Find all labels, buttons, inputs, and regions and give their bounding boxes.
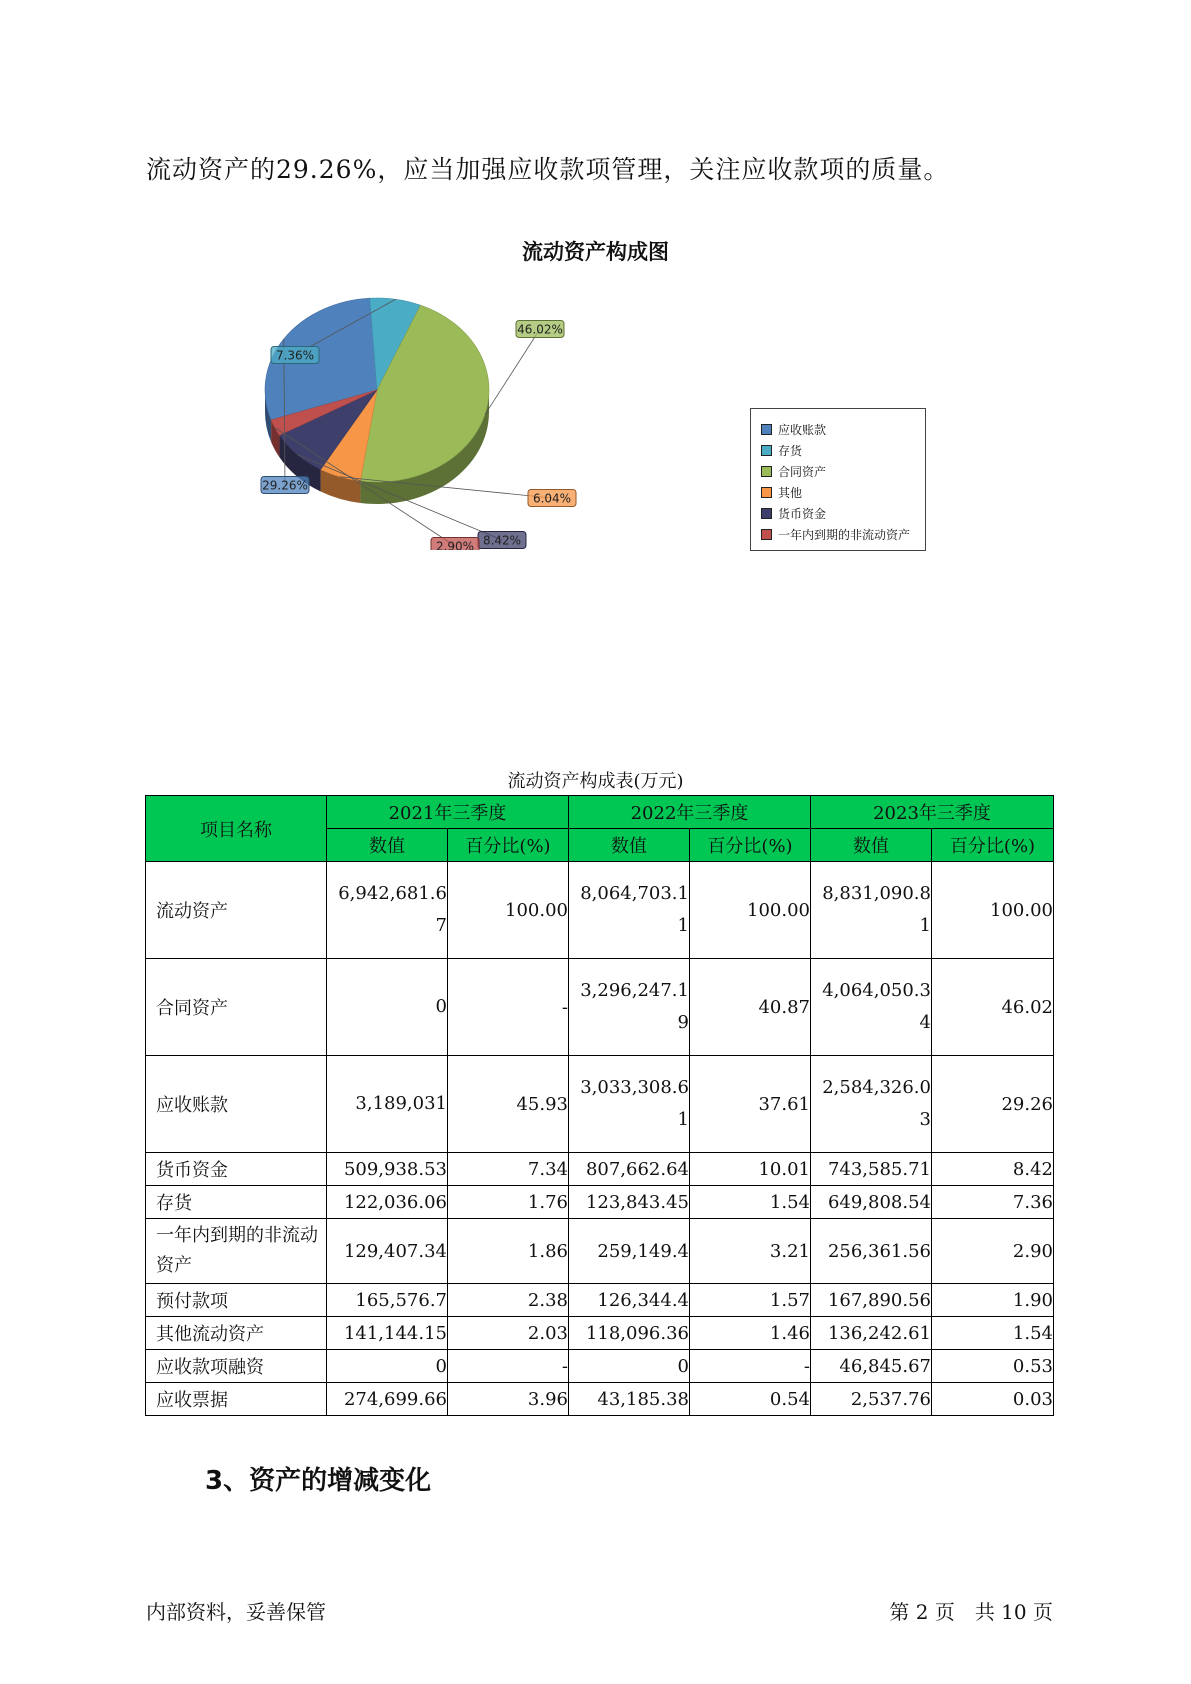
header-item-name: 项目名称 [146,796,327,862]
legend-item [761,440,915,461]
table-row [146,1284,1054,1317]
header-value: 数值 [327,829,448,862]
table-row [146,1056,1054,1153]
header-value: 数值 [811,829,932,862]
header-percent: 百分比(%) [448,829,569,862]
legend-item [761,461,915,482]
cell-percent: 2.90 [932,1219,1054,1284]
cell-percent: - [690,1350,811,1383]
cell-value: 2,584,326.03 [822,1077,931,1130]
cell-percent: 0.54 [690,1383,811,1416]
cell-percent: 1.46 [690,1317,811,1350]
cell-value: 43,185.38 [569,1383,690,1416]
cell-percent: 1.54 [932,1317,1054,1350]
pie-data-label: 29.26% [262,478,308,493]
cell-value: 649,808.54 [811,1186,932,1219]
cell-value: 141,144.15 [327,1317,448,1350]
legend-label: 存货 [778,444,803,458]
header-percent: 百分比(%) [932,829,1054,862]
legend-item [761,503,915,524]
cell-percent: 7.36 [932,1186,1054,1219]
cell-percent: 1.57 [690,1284,811,1317]
row-name: 一年内到期的非流动资产 [146,1219,327,1284]
cell-percent: - [448,1350,569,1383]
table-row [146,1219,1054,1284]
legend-label: 应收账款 [778,423,827,437]
cell-value: 136,242.61 [811,1317,932,1350]
table-row [146,1186,1054,1219]
chart-legend [750,408,926,551]
pie-data-label: 8.42% [482,533,522,548]
cell-value: 274,699.66 [327,1383,448,1416]
cell-value: 743,585.71 [811,1153,932,1186]
body-paragraph: 流动资产的29.26%，应当加强应收款项管理，关注应收款项的质量。 [146,155,950,184]
cell-percent: 7.34 [448,1153,569,1186]
cell-value: 0 [327,1350,448,1383]
cell-value: 2,537.76 [811,1383,932,1416]
current-assets-table [145,795,1054,1416]
cell-value: 165,576.7 [327,1284,448,1317]
footer-confidential: 内部资料，妥善保管 [146,1600,326,1624]
chart-title: 流动资产构成图 [522,240,669,264]
cell-percent: 100.00 [932,862,1054,959]
cell-percent: 1.54 [690,1186,811,1219]
cell-percent: 0.03 [932,1383,1054,1416]
legend-swatch [761,424,772,435]
cell-value: 3,296,247.19 [580,980,689,1033]
cell-value: 259,149.4 [569,1219,690,1284]
row-name: 货币资金 [146,1153,327,1186]
cell-percent: - [448,959,569,1056]
table-row [146,959,1054,1056]
header-period: 2023年三季度 [811,796,1054,829]
row-name: 应收款项融资 [146,1350,327,1383]
cell-value: 8,064,703.11 [580,883,689,936]
row-name: 存货 [146,1186,327,1219]
cell-value: 509,938.53 [327,1153,448,1186]
cell-value: 118,096.36 [569,1317,690,1350]
cell-percent: 10.01 [690,1153,811,1186]
row-name: 其他流动资产 [146,1317,327,1350]
cell-percent: 3.21 [690,1219,811,1284]
pie-label-leader [485,329,540,415]
cell-percent: 0.53 [932,1350,1054,1383]
header-period: 2021年三季度 [327,796,569,829]
cell-percent: 3.96 [448,1383,569,1416]
cell-value: 3,189,031 [355,1093,447,1114]
header-value: 数值 [569,829,690,862]
cell-percent: 2.38 [448,1284,569,1317]
pie-data-label: 2.90% [435,539,475,550]
cell-value: 123,843.45 [569,1186,690,1219]
header-percent: 百分比(%) [690,829,811,862]
header-period: 2022年三季度 [569,796,811,829]
pie-data-label: 46.02% [517,322,563,337]
cell-percent: 1.76 [448,1186,569,1219]
table-row [146,1153,1054,1186]
legend-swatch [761,508,772,519]
section-heading: 3、资产的增减变化 [205,1466,432,1496]
cell-percent: 1.86 [448,1219,569,1284]
cell-value: 167,890.56 [811,1284,932,1317]
row-name: 预付款项 [146,1284,327,1317]
table-row [146,1317,1054,1350]
legend-swatch [761,529,772,540]
table-caption: 流动资产构成表(万元) [507,771,684,792]
pie-data-label: 7.36% [275,348,315,363]
legend-swatch [761,445,772,456]
cell-percent: 37.61 [690,1056,811,1153]
legend-swatch [761,487,772,498]
cell-value: 6,942,681.67 [338,883,447,936]
cell-value: 256,361.56 [811,1219,932,1284]
cell-value: 126,344.4 [569,1284,690,1317]
legend-label: 货币资金 [778,507,827,521]
cell-percent: 46.02 [932,959,1054,1056]
legend-item [761,419,915,440]
legend-label: 合同资产 [778,465,827,479]
cell-value: 129,407.34 [327,1219,448,1284]
pie-data-label: 6.04% [532,491,572,506]
row-name: 合同资产 [146,959,327,1056]
legend-label: 一年内到期的非流动资产 [778,528,911,542]
cell-value: 807,662.64 [569,1153,690,1186]
footer-page-number: 第 2 页 共 10 页 [889,1600,1053,1624]
cell-value: 122,036.06 [327,1186,448,1219]
legend-label: 其他 [778,486,803,500]
row-name: 应收账款 [146,1056,327,1153]
cell-percent: 2.03 [448,1317,569,1350]
row-name: 流动资产 [146,862,327,959]
legend-swatch [761,466,772,477]
cell-value: 46,845.67 [811,1350,932,1383]
cell-percent: 40.87 [690,959,811,1056]
table-row [146,1383,1054,1416]
pie-chart [240,290,580,550]
cell-value: 0 [569,1350,690,1383]
cell-percent: 45.93 [448,1056,569,1153]
cell-percent: 1.90 [932,1284,1054,1317]
row-name: 应收票据 [146,1383,327,1416]
cell-percent: 29.26 [932,1056,1054,1153]
legend-item [761,524,915,545]
table-row [146,1350,1054,1383]
cell-value: 8,831,090.81 [822,883,931,936]
cell-percent: 8.42 [932,1153,1054,1186]
cell-value: 4,064,050.34 [822,980,931,1033]
cell-percent: 100.00 [448,862,569,959]
cell-value: 3,033,308.61 [580,1077,689,1130]
legend-item [761,482,915,503]
cell-value: 0 [435,996,447,1017]
cell-percent: 100.00 [690,862,811,959]
table-row [146,862,1054,959]
